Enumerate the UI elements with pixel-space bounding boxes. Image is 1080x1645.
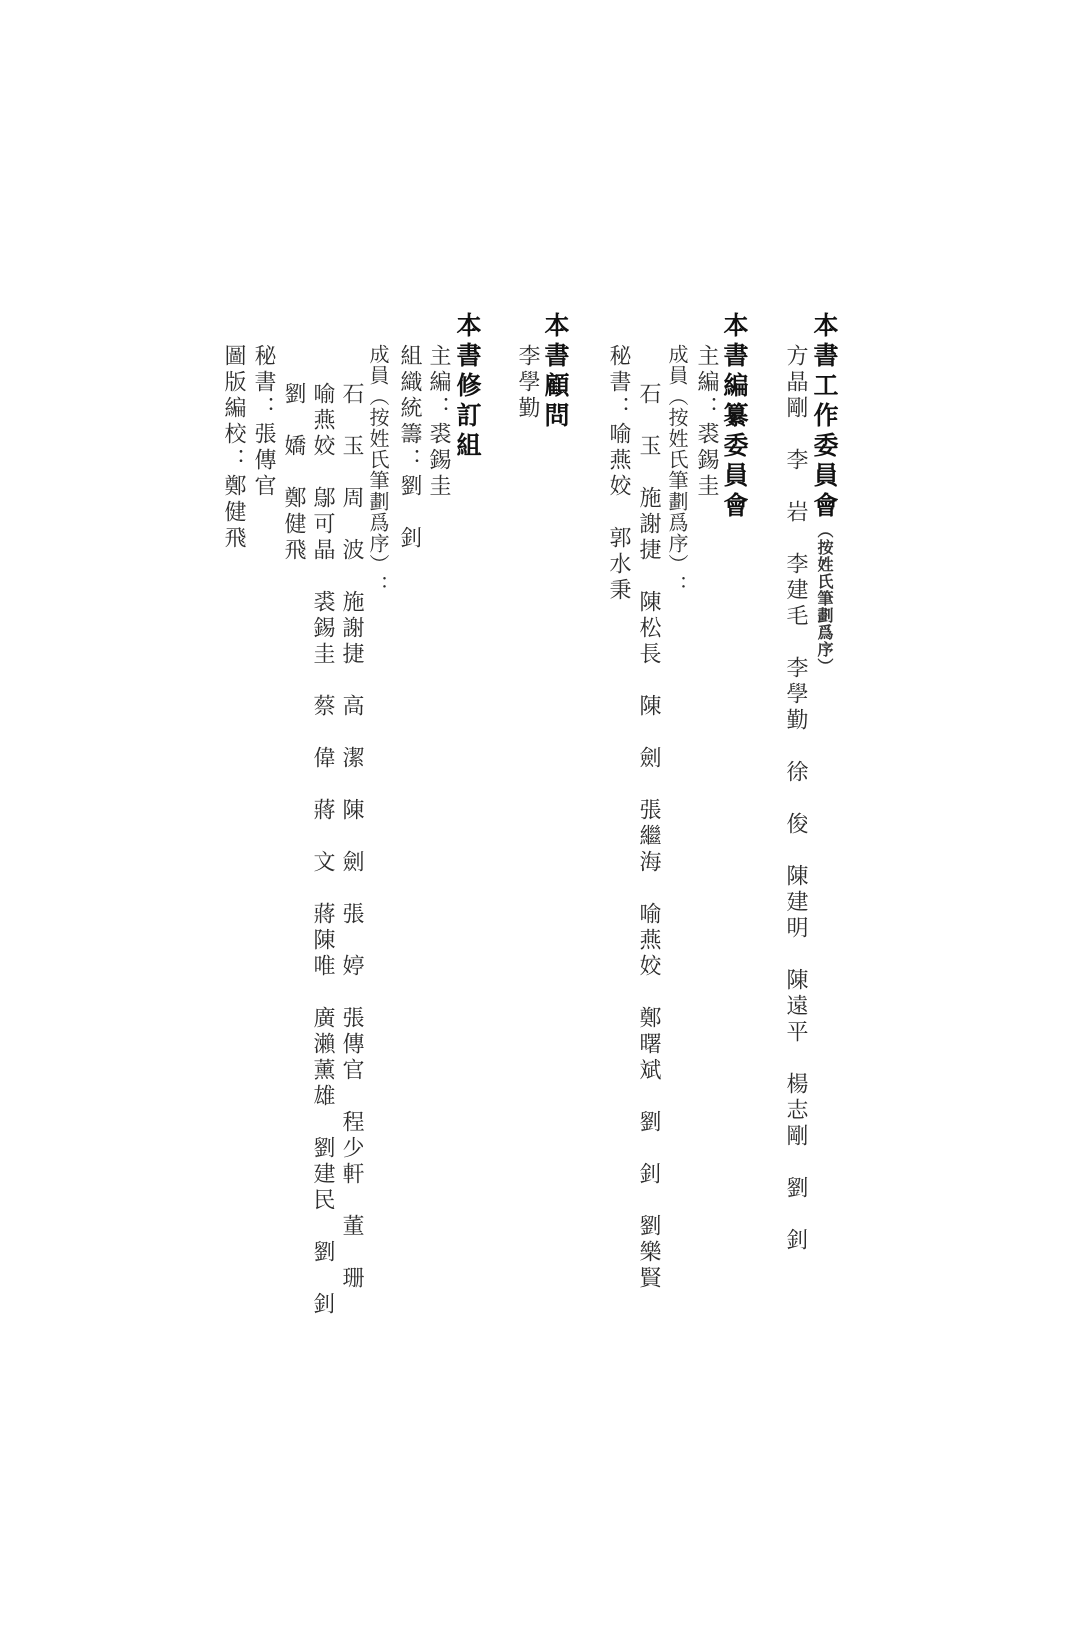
advisor-name: 李學勤 [515, 344, 540, 422]
editorial-members: 石 玉 施謝捷 陳松長 陳 劍 張繼海 喻燕姣 鄭曙斌 劉 釗 劉樂賢 [636, 382, 661, 1292]
revision-members-label: 成員（按姓氏筆劃爲序）： [366, 344, 390, 596]
editorial-secretary: 秘書：喻燕姣 郭水秉 [606, 344, 631, 604]
committee-members: 方晶剛 李 岩 李建毛 李學勤 徐 俊 陳建明 陳遠平 楊志剛 劉 釗 [783, 344, 808, 1254]
committee-order-note: （按姓氏筆劃爲序） [815, 522, 834, 675]
revision-members-line3: 劉 嬌 鄭健飛 [281, 382, 306, 564]
revision-heading: 本書修訂組 [453, 312, 482, 462]
revision-members-line2: 喻燕姣 鄔可晶 裘錫圭 蔡 偉 蔣 文 蔣陳唯 廣瀨薰雄 劉建民 劉 釗 [310, 382, 335, 1318]
revision-chief: 主編：裘錫圭 [426, 344, 451, 500]
revision-plates-editor: 圖版編校：鄭健飛 [221, 344, 246, 552]
revision-secretary: 秘書：張傳官 [251, 344, 276, 500]
committee-heading [812, 312, 837, 675]
revision-coordinator: 組織統籌：劉 釗 [397, 344, 422, 552]
editorial-chief: 主編：裘錫圭 [694, 344, 719, 500]
editorial-heading: 本書編纂委員會 [720, 312, 749, 522]
editorial-members-label: 成員（按姓氏筆劃爲序）： [665, 344, 689, 596]
revision-members-line1: 石 玉 周 波 施謝捷 高 潔 陳 劍 張 婷 張傳官 程少軒 董 珊 [339, 382, 364, 1292]
committee-title: 本書工作委員會 [810, 312, 839, 522]
advisor-heading: 本書顧問 [541, 312, 570, 432]
